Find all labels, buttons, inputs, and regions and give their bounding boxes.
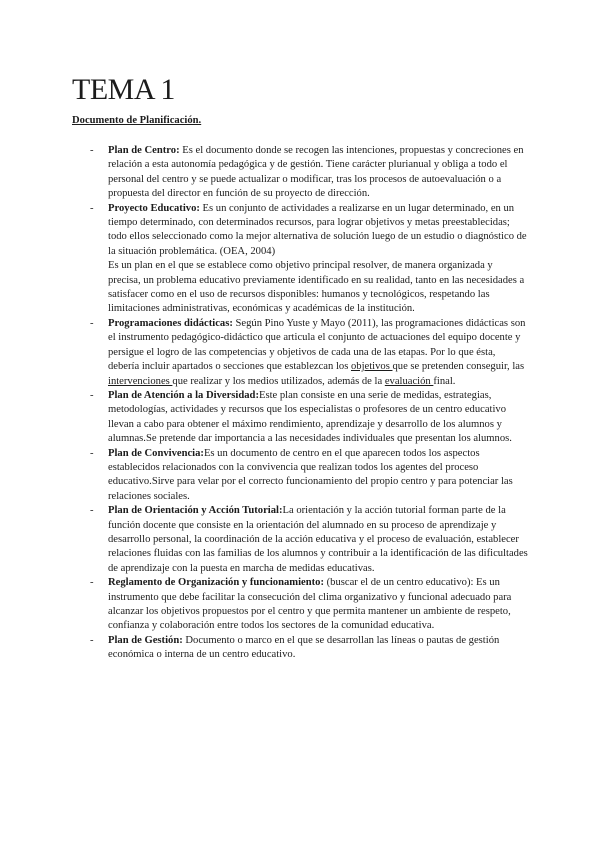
bullet-dash: -	[90, 389, 94, 401]
item-text: que se pretenden conseguir, las	[392, 361, 525, 373]
item-text: Este plan consiste en una serie de medidas, estrategias, metodologías, actividades y recursos que los especialistas o profesores de un centro educativo llevan a cabo para obtener el máximo rendimiento, aprendizaje y desarrollo de los alumnos y alumnas.Se pretende dar importancia a las necesidades individuales que presentan los alumnos.	[108, 389, 512, 445]
item-text: La orientación y la acción tutorial forman parte de la función docente que consiste en la orientación del alumnado en su proceso de aprendizaje y desarrollo personal, la coordinación de la acción educativa y el proceso de evaluación, establecer relaciones fluidas con las familias de los alumnos y contribuir a la identificación de las dificultades de aprendizaje con la puesta en marcha de medidas educativas.	[108, 505, 528, 574]
underlined-term-objetivos: objetivos	[350, 361, 393, 373]
item-text: Documento o marco en el que se desarrollan las líneas o pautas de gestión económica o interna de un centro educativo.	[108, 634, 500, 661]
section-subtitle: Documento de Planificación.	[72, 115, 202, 126]
list-item-orientacion-tutorial	[90, 504, 528, 576]
underlined-term-evaluacion: evaluación	[384, 375, 434, 387]
list-item-programaciones-didacticas	[90, 317, 528, 389]
item-label: Proyecto Educativo:	[108, 202, 200, 214]
underlined-term-intervenciones: intervenciones	[108, 375, 173, 387]
list-item-reglamento	[90, 576, 528, 634]
item-label: Programaciones didácticas:	[108, 317, 233, 329]
page-title: TEMA 1	[72, 73, 175, 106]
bullet-dash: -	[90, 202, 94, 214]
item-label: Reglamento de Organización y funcionamiento:	[108, 577, 324, 589]
item-label: Plan de Atención a la Diversidad:	[108, 389, 259, 401]
item-text: Según Pino Yuste y Mayo (2011), las programaciones didácticas son el instrumento pedagógico-didáctico que articula el conjunto de actuaciones del equipo docente y persigue el logro de las competencias y objetivos de cada una de las etapas. Por lo que ésta, debería incluir apartados o secciones que establezcan los	[108, 317, 526, 373]
bullet-dash: -	[90, 634, 94, 646]
item-text: (buscar el de un centro educativo): Es un instrumento que debe facilitar la consecución del clima organizativo y funcional adecuado para alcanzar los objetivos propuestos por el centro y que permita mantener un ambiente de respeto, confianza y colaboración entre todos los sectores de la comunidad educativa.	[108, 577, 512, 632]
item-label: Plan de Centro:	[108, 145, 180, 156]
bullet-dash: -	[90, 577, 94, 589]
item-text: que realizar y los medios utilizados, además de la	[172, 375, 385, 387]
list-item-plan-de-centro	[90, 144, 528, 202]
item-text: Es un documento de centro en el que aparecen todos los aspectos establecidos relacionados con la convivencia que realizan todos los agentes del proceso educativo.Sirve para velar por el correcto funcionamiento del propio centro y para potenciar las relaciones sociales.	[108, 447, 513, 502]
item-text: Es el documento donde se recogen las intenciones, propuestas y concreciones en relación a esta autonomía pedagógica y de gestión. Tiene carácter plurianual y obliga a todo el personal del centro y se puede actualizar o modificar, tras los procesos de autoevaluación o a propuesta del director en función de su proyecto de dirección.	[108, 145, 524, 200]
item-extra-text: Es un plan en el que se establece como objetivo principal resolver, de manera organizada y precisa, un problema educativo previamente identificado en su realidad, tanto en las necesidades a satisfacer como en el uso de recursos disponibles: humanos y tecnológicos, respetando las limitaciones administrativas, económicas y académicas de la institución.	[108, 260, 525, 315]
list-item-plan-convivencia	[90, 447, 528, 505]
item-label: Plan de Gestión:	[108, 634, 183, 646]
item-text: final.	[433, 375, 456, 387]
bullet-dash: -	[90, 145, 94, 156]
list-item-plan-gestion	[90, 634, 528, 663]
item-text: Es un conjunto de actividades a realizarse en un lugar determinado, en un tiempo determinado, con determinados recursos, para lograr objetivos y metas preestablecidas; todo ellos seleccionado como la mejor alternativa de solución luego de un estudio o diagnóstico de la situación problemática. (OEA, 2004)	[108, 202, 527, 257]
list-item-atencion-diversidad	[90, 389, 528, 447]
bullet-dash: -	[90, 447, 94, 459]
list-item-proyecto-educativo	[90, 202, 528, 317]
definition-list	[90, 144, 528, 663]
bullet-dash: -	[90, 505, 94, 517]
item-label: Plan de Convivencia:	[108, 447, 204, 459]
item-label: Plan de Orientación y Acción Tutorial:	[108, 505, 283, 517]
bullet-dash: -	[90, 317, 94, 329]
